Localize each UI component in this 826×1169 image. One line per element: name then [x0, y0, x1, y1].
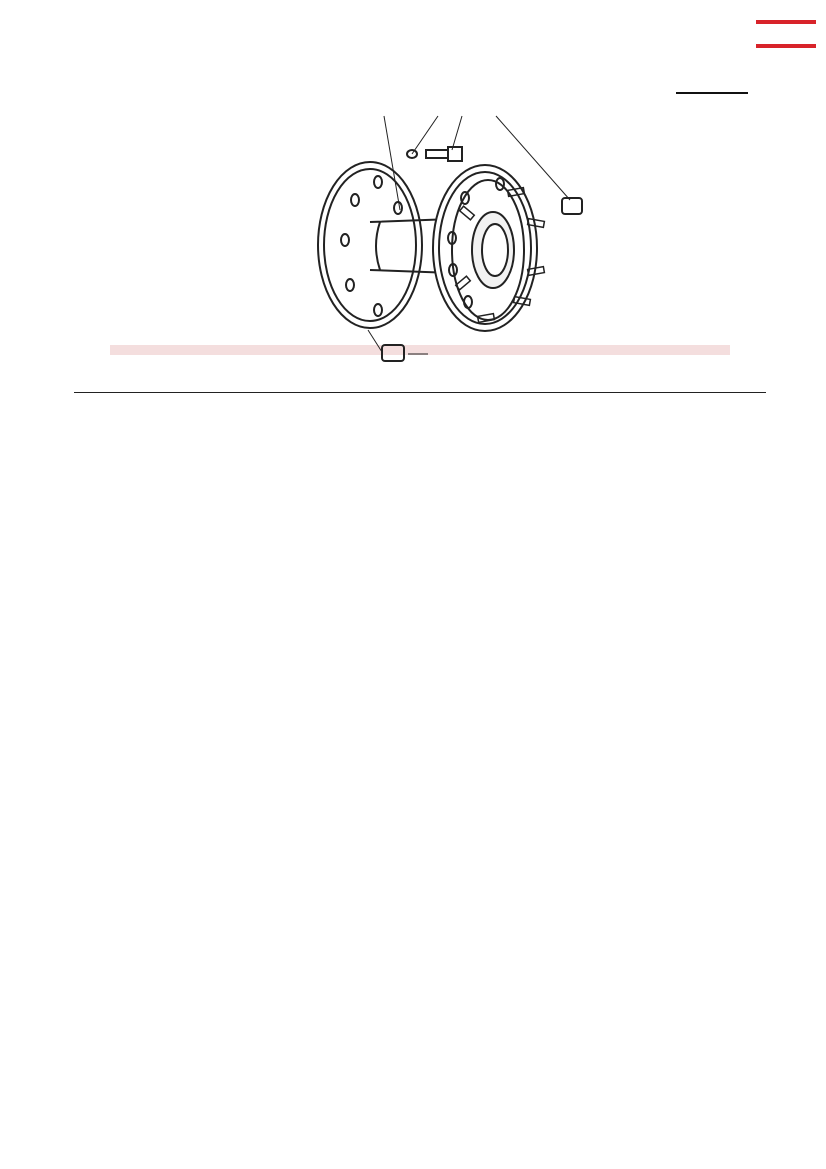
page-number-divider	[676, 92, 748, 94]
hub-illustration	[300, 90, 630, 380]
hub-drawing	[300, 90, 630, 380]
header-rule	[74, 392, 766, 393]
kubik-zetor-logo	[756, 14, 816, 64]
logo-word	[756, 20, 816, 48]
